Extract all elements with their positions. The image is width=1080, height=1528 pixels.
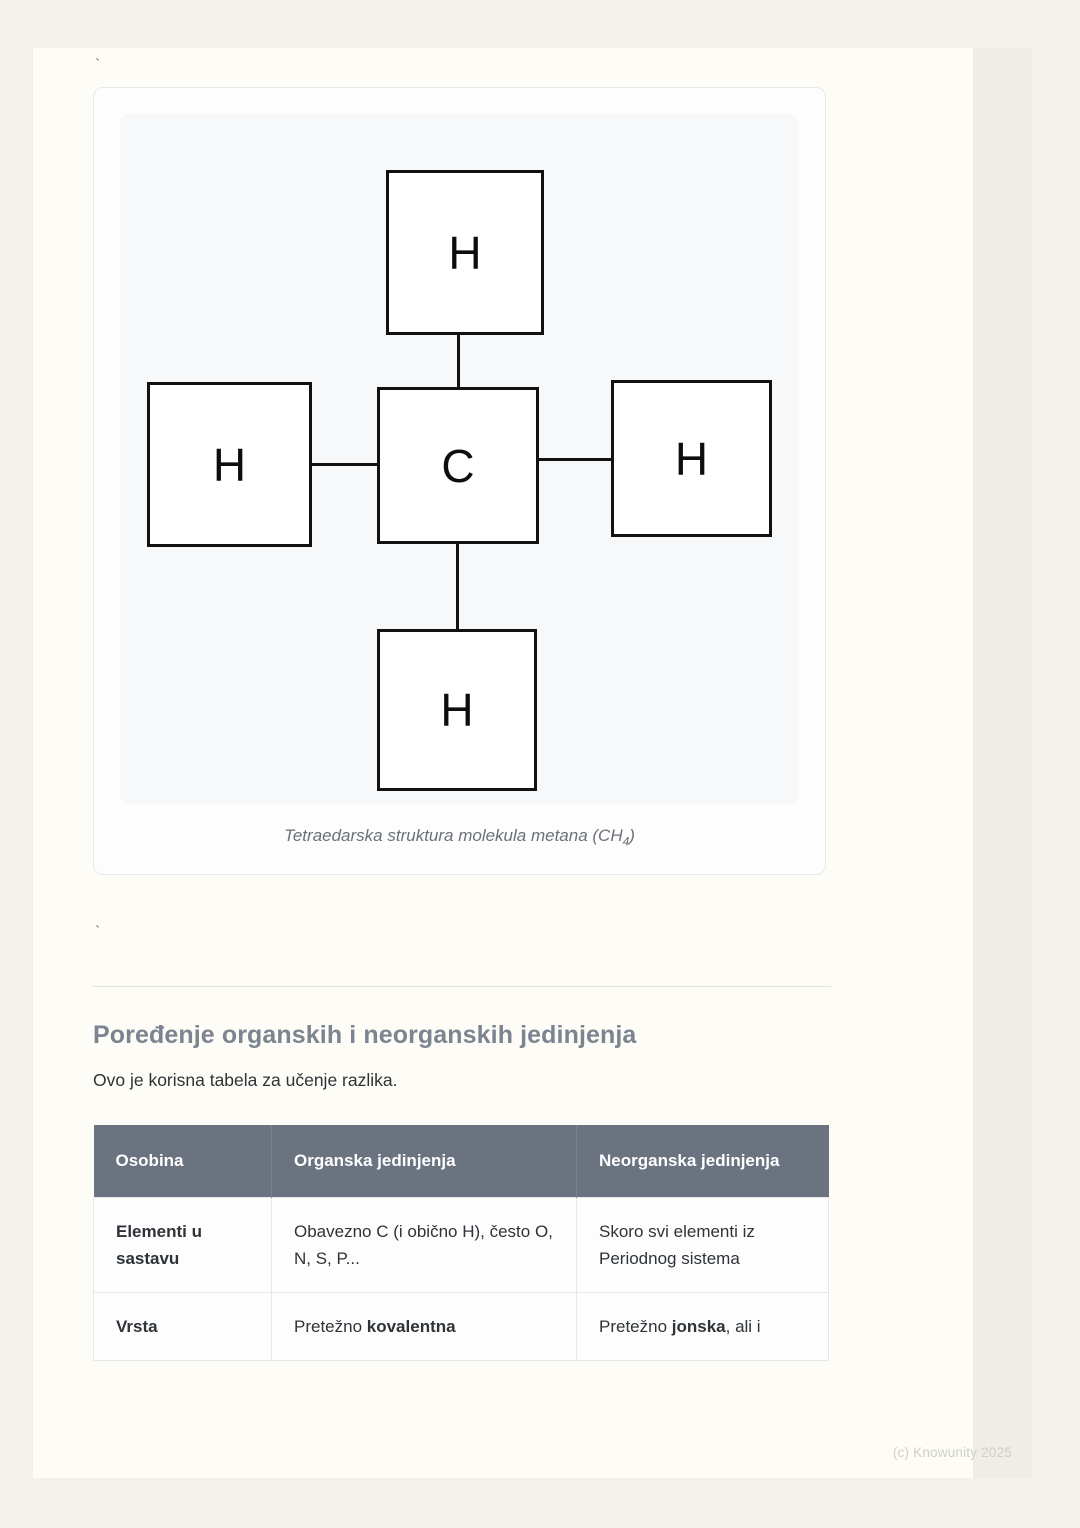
page-title: Poređenje organskih i neorganskih jedinjenja [93, 1021, 637, 1050]
atom-hydrogen-right: H [611, 380, 772, 537]
section-subtitle: Ovo je korisna tabela za učenje razlika. [93, 1070, 398, 1091]
atom-hydrogen-left: H [147, 382, 312, 547]
atom-hydrogen-bottom: H [377, 629, 537, 791]
watermark: (c) Knowunity 2025 [892, 1445, 1012, 1460]
cell-organska-2-pre: Pretežno [294, 1316, 367, 1336]
code-tick-top: ` [93, 57, 103, 74]
cell-organska-2 [272, 1292, 577, 1360]
document-content [93, 48, 893, 1361]
bond-carbon-hydrogen-right [536, 458, 614, 461]
document-sheet [33, 48, 973, 1478]
page-right-margin-strip [973, 48, 1032, 1478]
cell-neorganska-1: Skoro svi elementi iz Periodnog sistema [577, 1197, 829, 1292]
table-row [94, 1197, 829, 1292]
cell-neorganska-2-bold: jonska [671, 1316, 726, 1336]
cell-neorganska-2-pre: Pretežno [599, 1316, 672, 1336]
cell-neorganska-2-post: , ali i [725, 1316, 761, 1336]
methane-diagram [120, 114, 798, 804]
table-header-organska: Organska jedinjenja [272, 1125, 577, 1197]
cell-osobina-2: Vrsta [94, 1292, 272, 1360]
table-header-row [94, 1125, 829, 1197]
figure-caption-subscript: 4 [622, 834, 630, 849]
bond-carbon-hydrogen-left [310, 463, 380, 466]
atom-hydrogen-top: H [386, 170, 544, 335]
methane-figure-card [93, 87, 826, 875]
cell-osobina-1: Elementi u sastavu [94, 1197, 272, 1292]
bond-carbon-hydrogen-bottom [456, 541, 459, 631]
bond-carbon-hydrogen-top [457, 332, 460, 390]
cell-organska-1: Obavezno C (i obično H), često O, N, S, P... [272, 1197, 577, 1292]
figure-caption-prefix: Tetraedarska struktura molekula metana (CH [284, 826, 623, 845]
table-header-neorganska: Neorganska jedinjenja [577, 1125, 829, 1197]
figure-caption [120, 826, 799, 848]
figure-caption-suffix: ) [629, 826, 635, 845]
table-row [94, 1292, 829, 1360]
section-divider [93, 986, 831, 987]
comparison-table [93, 1125, 829, 1361]
atom-carbon-center: C [377, 387, 539, 544]
code-tick-bottom: ` [93, 924, 103, 942]
cell-neorganska-2 [577, 1292, 829, 1360]
table-header-osobina: Osobina [94, 1125, 272, 1197]
cell-organska-2-bold: kovalentna [366, 1316, 456, 1336]
